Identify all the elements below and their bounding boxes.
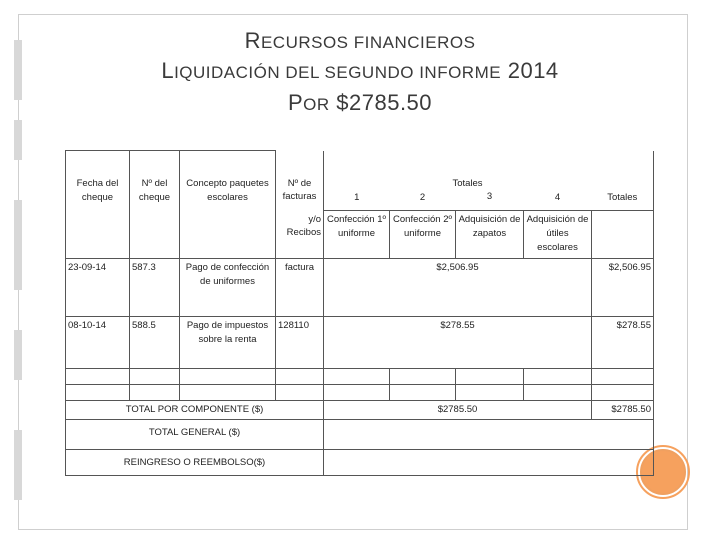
sub-totales-empty	[592, 211, 654, 259]
sub-confeccion-1: Confección 1º uniforme	[324, 211, 390, 259]
row-monto: $2,506.95	[324, 259, 592, 317]
table-row	[66, 259, 654, 317]
header-totales	[592, 151, 654, 211]
title-line-2: LIQUIDACIÓN DEL SEGUNDO INFORME 2014	[161, 58, 559, 83]
row-factura: factura	[276, 259, 324, 317]
total-general-row	[66, 420, 654, 450]
sub-confeccion-2: Confección 2º uniforme	[390, 211, 456, 259]
reingreso-row	[66, 450, 654, 476]
sub-utiles: Adquisición de útiles escolares	[524, 211, 592, 259]
header-col-3	[452, 151, 524, 211]
title-line-3: POR $2785.50	[287, 90, 433, 115]
header-col-4-label: 4	[554, 191, 561, 203]
total-componente-total: $2785.50	[592, 401, 654, 420]
header-num-cheque: Nº del cheque	[130, 151, 180, 259]
header-col-2-label: 2	[419, 191, 426, 203]
empty-row	[66, 385, 654, 401]
reingreso-label: REINGRESO O REEMBOLSO($)	[66, 450, 324, 476]
header-col-1-label: 1	[354, 191, 360, 203]
header-col-1	[324, 151, 390, 211]
header-fecha: Fecha del cheque	[66, 151, 130, 259]
header-num-facturas: Nº de facturas	[276, 151, 324, 211]
row-concepto: Pago de confección de uniformes	[180, 259, 276, 317]
row-cheque: 587.3	[130, 259, 180, 317]
row-concepto: Pago de impuestos sobre la renta	[180, 317, 276, 369]
header-col-4	[524, 151, 592, 211]
finance-table	[65, 150, 654, 476]
header-row	[66, 151, 654, 211]
header-yo-recibos: y/o Recibos	[276, 211, 324, 259]
total-componente-value: $2785.50	[324, 401, 592, 420]
total-general-label: TOTAL GENERAL ($)	[66, 420, 324, 450]
row-total: $2,506.95	[592, 259, 654, 317]
row-total: $278.55	[592, 317, 654, 369]
row-fecha: 23-09-14	[66, 259, 130, 317]
header-totales-label: Totales	[607, 191, 638, 203]
reingreso-value	[324, 450, 654, 476]
total-componente-row	[66, 401, 654, 420]
empty-row	[66, 369, 654, 385]
row-cheque: 588.5	[130, 317, 180, 369]
header-concepto: Concepto paquetes escolares	[180, 151, 276, 259]
sub-zapatos: Adquisición de zapatos	[456, 211, 524, 259]
title-line-1: RECURSOS FINANCIEROS	[244, 28, 476, 53]
row-monto: $278.55	[324, 317, 592, 369]
total-componente-label: TOTAL POR COMPONENTE ($)	[66, 401, 324, 420]
header-totales-group: Totales	[452, 177, 483, 189]
total-general-value	[324, 420, 654, 450]
header-col-3-label: 3	[486, 191, 493, 203]
table-row	[66, 317, 654, 369]
row-factura: 128110	[276, 317, 324, 369]
row-fecha: 08-10-14	[66, 317, 130, 369]
